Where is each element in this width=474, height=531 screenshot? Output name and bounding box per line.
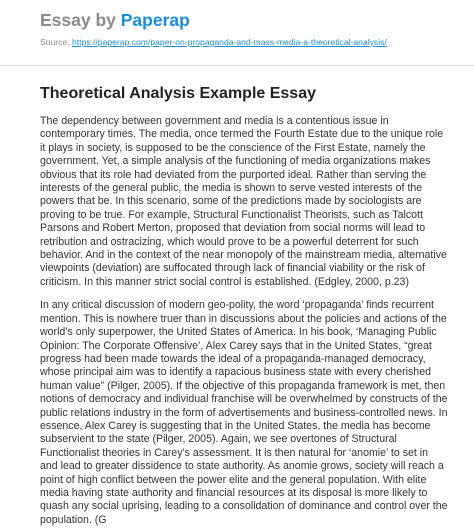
brand-name: Paperap — [120, 10, 190, 30]
site-brand[interactable] — [40, 9, 452, 31]
page-header — [0, 0, 474, 66]
source-label: Source: — [40, 37, 73, 47]
source-link[interactable]: https://paperap.com/paper-on-propaganda-and-mass-media-a-theoretical-analysis/ — [72, 37, 387, 47]
essay-body — [0, 66, 474, 527]
brand-prefix: Essay by — [40, 10, 121, 30]
source-line — [40, 36, 452, 48]
essay-paragraph-2: In any critical discussion of modern geo-polity, the word ‘propaganda’ finds recurrent mention. This is nowhere truer than in discussions about the policies and actions of the world’s only superpower, the United States of America. In his book, ‘Managing Public Opinion: The Corporate Offensive’, Alex Carey says that in the United States, “great progress had been made towards the ideal of a propaganda-managed democracy, whose principal aim was to identify a rapacious business state with every cherished human value” (Pilger, 2005). If the objective of this propaganda framework is met, then notions of democracy and individual franchise will be overwhelmed by constructs of the public relations industry in the form of advertisements and business-controlled news. In essence, Alex Carey is suggesting that in the United States, the media has become subservient to the state (Pilger, 2005). Again, we see overtones of Structural Functionalist theories in Carey’s assessment. It is then natural for ‘anomie’ to set in and lead to greater dissidence to state authority. As anomie grows, society will reach a point of high conflict between the power elite and the general population. With elite media having state authority and financial resources at its disposal is more likely to quash any social uprising, leading to a consolidation of dominance and control over the population. (G — [40, 299, 448, 526]
essay-paragraph-1: The dependency between government and media is a contentious issue in contemporary times. The media, once termed the Fourth Estate due to the unique role it plays in society, is supposed to be the conscience of the First Estate, namely the government. Yet, a simple analysis of the functioning of media organizations makes obvious that its role had deviated from the purported ideal. Rather than serving the interests of the general public, the media is shown to serve vested interests of the powers that be. In this scenario, some of the predictions made by sociologists are proving to be true. For example, Structural Functionalist Theorists, such as Talcott Parsons and Robert Merton, proposed that deviation from social norms will lead to retribution and ostracizing, which would prove to be a powerful deterrent for such behavior. And in the context of the near monopoly of the mainstream media, alternative viewpoints (deviation) are suffocated through lack of financial viability or the risk of criticism. In this manner strict social control is established. (Edgley, 2000, p.23) — [40, 115, 447, 288]
essay-title: Theoretical Analysis Example Essay — [40, 85, 316, 102]
